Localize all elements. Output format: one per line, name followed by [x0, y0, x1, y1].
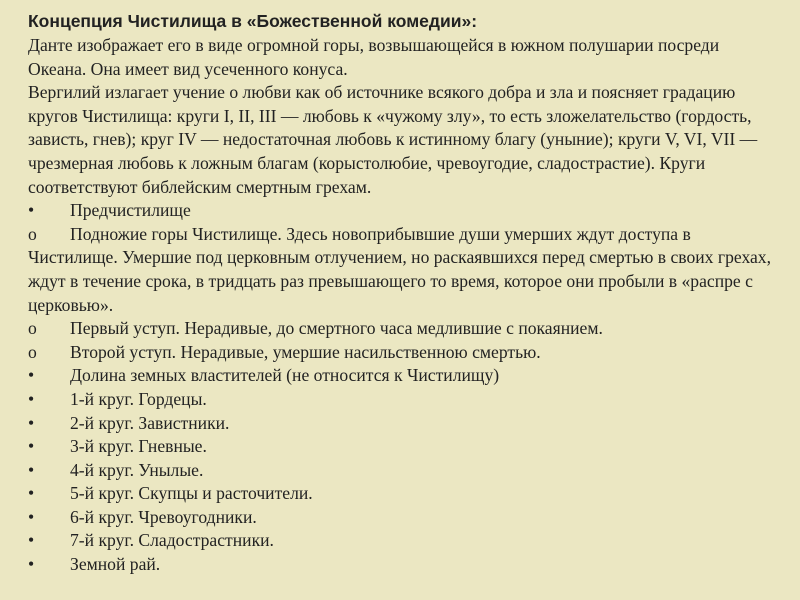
list-item-text: Предчистилище: [70, 200, 191, 221]
list-item: [28, 364, 780, 388]
list-item-text: 6-й круг. Чревоугодники.: [70, 506, 257, 527]
bullet-marker: o: [28, 223, 37, 244]
paragraph-mountain: Данте изображает его в виде огромной горы, возвышающейся в южном полушарии посреди Океана. Она имеет вид усеченного конуса.: [28, 35, 720, 79]
list-item-text: 1-й круг. Гордецы.: [70, 388, 207, 409]
bullet-marker: •: [28, 459, 35, 480]
list-item: [28, 317, 780, 341]
list-item: [28, 529, 780, 553]
list-item: [28, 388, 780, 412]
list-item-text: 2-й круг. Завистники.: [70, 412, 230, 433]
bullet-marker: •: [28, 530, 35, 551]
bullet-marker: •: [28, 436, 35, 457]
bullet-marker: •: [28, 200, 35, 221]
slide-body: [28, 34, 780, 577]
list-item: [28, 553, 780, 577]
slide-title: Концепция Чистилища в «Божественной комедии»:: [28, 11, 478, 31]
bullet-marker: •: [28, 365, 35, 386]
bullet-marker: •: [28, 554, 35, 575]
list-item: [28, 482, 780, 506]
list-item-text: Первый уступ. Нерадивые, до смертного часа медлившие с покаянием.: [70, 318, 603, 339]
list-item: [28, 459, 780, 483]
list-item: [28, 223, 780, 317]
bullet-marker: •: [28, 483, 35, 504]
list-item-text: 4-й круг. Унылые.: [70, 459, 204, 480]
bullet-marker: o: [28, 341, 37, 362]
list-item: [28, 199, 780, 223]
bullet-marker: •: [28, 388, 35, 409]
list-item-text: Подножие горы Чистилище. Здесь новоприбывшие души умерших ждут доступа в Чистилище. Умершие под церковным отлучением, но раскаявшихся перед смертью в своих грехах, ждут в течение срока, в тридцать раз превышающего то время, которое они пробыли в «распре с церковью».: [28, 223, 772, 315]
list-item: [28, 506, 780, 530]
bullet-marker: •: [28, 412, 35, 433]
list-item: [28, 341, 780, 365]
list-item: [28, 435, 780, 459]
list-item: [28, 412, 780, 436]
bullet-marker: o: [28, 318, 37, 339]
list-item-text: 7-й круг. Сладострастники.: [70, 530, 274, 551]
list-item-text: 3-й круг. Гневные.: [70, 436, 207, 457]
list-item-text: Земной рай.: [70, 554, 161, 575]
bullet-marker: •: [28, 506, 35, 527]
paragraph-virgil: Вергилий излагает учение о любви как об источнике всякого добра и зла и поясняет градацию кругов Чистилища: круги I, II, III — любовь к «чужому злу», то есть зложелательство (гордость, зависть, гнев); круг IV — недостаточная любовь к истинному благу (уныние); круги V, VI, VII — чрезмерная любовь к ложным благам (корыстолюбие, чревоугодие, сладострастие). Круги соответствуют библейским смертным грехам.: [28, 82, 758, 197]
list-item-text: 5-й круг. Скупцы и расточители.: [70, 483, 313, 504]
list-item-text: Долина земных властителей (не относится к Чистилищу): [70, 365, 500, 386]
list-item-text: Второй уступ. Нерадивые, умершие насильственною смертью.: [70, 341, 541, 362]
